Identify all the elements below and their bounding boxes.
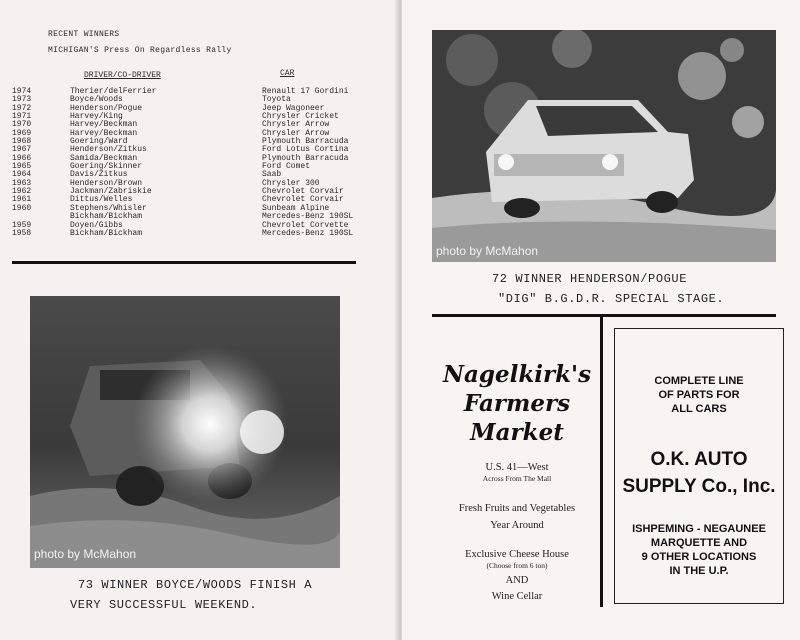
caption-1973-line1: 73 WINNER BOYCE/WOODS FINISH A	[78, 578, 313, 592]
winner-driver: Stephens/Whisler	[70, 203, 147, 213]
auto-tag1: COMPLETE LINE	[654, 375, 744, 387]
right-page	[402, 0, 800, 640]
market-line4: AND	[505, 575, 529, 586]
market-name-line2: Farmers	[463, 390, 571, 417]
market-line5: Wine Cellar	[491, 591, 543, 602]
winner-car: Chrysler 300	[262, 178, 320, 188]
winner-year: 1959	[12, 220, 32, 230]
winner-year: 1964	[12, 170, 32, 180]
winner-driver: Henderson/Zitkus	[70, 145, 147, 155]
winner-driver: Harvey/Beckman	[70, 120, 138, 130]
winner-car: Chrysler Cricket	[262, 112, 339, 122]
winner-row	[12, 88, 372, 96]
winner-car: Plymouth Barracuda	[262, 137, 349, 147]
market-line1: Fresh Fruits and Vegetables	[458, 503, 576, 514]
winner-car: Chevrolet Corvette	[262, 220, 349, 230]
auto-name2: SUPPLY Co., Inc.	[622, 476, 776, 497]
market-address: U.S. 41—West	[485, 462, 549, 473]
section-title: RECENT WINNERS	[48, 30, 120, 39]
auto-loc3: 9 OTHER LOCATIONS	[641, 551, 757, 563]
winner-driver: Henderson/Pogue	[70, 103, 143, 113]
left-page	[0, 0, 398, 640]
winner-year: 1974	[12, 87, 32, 96]
winner-row	[12, 163, 372, 171]
rally-photo-1972	[432, 30, 776, 262]
jeep-wagoneer-image	[432, 30, 776, 262]
winner-car: Mercedes-Benz 190SL	[262, 212, 354, 222]
auto-loc2: MARQUETTE AND	[650, 537, 748, 549]
winner-driver: Davis/Zitkus	[70, 170, 128, 180]
winner-year: 1962	[12, 187, 32, 197]
market-name-line1: Nagelkirk's	[442, 361, 592, 388]
rally-photo-1973	[30, 296, 340, 568]
winner-year: 1961	[12, 195, 32, 205]
winner-year: 1960	[12, 203, 32, 213]
winner-driver: Samida/Beckman	[70, 153, 138, 163]
winner-car: Chrysler Arrow	[262, 128, 330, 138]
caption-1972-line1: 72 WINNER HENDERSON/POGUE	[492, 272, 688, 286]
winner-year: 1970	[12, 120, 32, 130]
auto-tag2: OF PARTS FOR	[658, 389, 740, 401]
photo-credit-1973: photo by McMahon	[34, 547, 137, 561]
winner-driver: Bickham/Bickham	[70, 228, 143, 238]
winner-driver: Doyen/Gibbs	[70, 220, 123, 230]
market-line3-note: (Choose from 6 ton)	[486, 561, 548, 570]
winner-year: 1963	[12, 178, 32, 188]
market-address-note: Across From The Mall	[482, 474, 552, 483]
farmers-market-ad	[432, 360, 602, 603]
winner-driver: Harvey/Beckman	[70, 128, 138, 138]
auto-supply-ad	[614, 328, 784, 604]
winner-driver: Bickham/Bickham	[70, 212, 143, 222]
caption-1973-line2: VERY SUCCESSFUL WEEKEND.	[70, 598, 258, 612]
car-column-header: CAR	[280, 69, 295, 78]
section-divider	[12, 261, 356, 264]
auto-loc1: ISHPEMING - NEGAUNEE	[632, 523, 766, 535]
winner-car: Saab	[262, 170, 282, 180]
section-divider-right	[432, 314, 776, 317]
auto-tag3: ALL CARS	[671, 403, 727, 415]
market-name-line3: Market	[470, 419, 564, 446]
winners-list	[12, 88, 372, 238]
winner-car: Ford Comet	[262, 162, 311, 172]
winner-row	[12, 230, 372, 238]
event-title: MICHIGAN'S Press On Regardless Rally	[48, 46, 232, 55]
winner-car: Chevrolet Corvair	[262, 195, 344, 205]
winner-year: 1973	[12, 95, 32, 105]
winner-year: 1966	[12, 153, 32, 163]
winner-car: Sunbeam Alpine	[262, 203, 330, 213]
auto-name1: O.K. AUTO	[650, 449, 748, 470]
winner-car: Jeep Wagoneer	[262, 103, 325, 113]
winner-car: Ford Lotus Cortina	[262, 145, 349, 155]
photo-credit-1972: photo by McMahon	[436, 244, 539, 258]
winner-driver: Goering/Skinner	[70, 162, 143, 172]
winner-year: 1958	[12, 228, 32, 238]
winner-year: 1968	[12, 137, 32, 147]
winner-year: 1967	[12, 145, 32, 155]
winner-driver: Jackman/Zabriskie	[70, 187, 152, 197]
winner-driver: Henderson/Brown	[70, 178, 143, 188]
winner-car: Chevrolet Corvair	[262, 187, 344, 197]
winner-driver: Boyce/Woods	[70, 95, 123, 105]
winner-car: Chrysler Arrow	[262, 120, 330, 130]
winner-car: Plymouth Barracuda	[262, 153, 349, 163]
winner-driver: Harvey/King	[70, 112, 123, 122]
rally-car-headlights-image	[30, 296, 340, 568]
winner-car: Mercedes-Benz 190SL	[262, 228, 354, 238]
winner-driver: Goering/Ward	[70, 137, 128, 147]
caption-1972-line2: "DIG" B.G.D.R. SPECIAL STAGE.	[498, 292, 725, 306]
winner-driver: Dittus/Welles	[70, 195, 133, 205]
market-line2: Year Around	[490, 520, 544, 531]
winner-row	[12, 155, 372, 163]
winner-year: 1965	[12, 162, 32, 172]
winner-year: 1971	[12, 112, 32, 122]
winner-year: 1972	[12, 103, 32, 113]
winner-driver: Therier/delFerrier	[70, 87, 157, 96]
driver-column-header: DRIVER/CO-DRIVER	[84, 71, 161, 80]
auto-loc4: IN THE U.P.	[669, 565, 729, 577]
market-line3: Exclusive Cheese House	[465, 549, 569, 560]
winner-car: Renault 17 Gordini	[262, 87, 349, 96]
winner-year: 1969	[12, 128, 32, 138]
winner-car: Toyota	[262, 95, 291, 105]
